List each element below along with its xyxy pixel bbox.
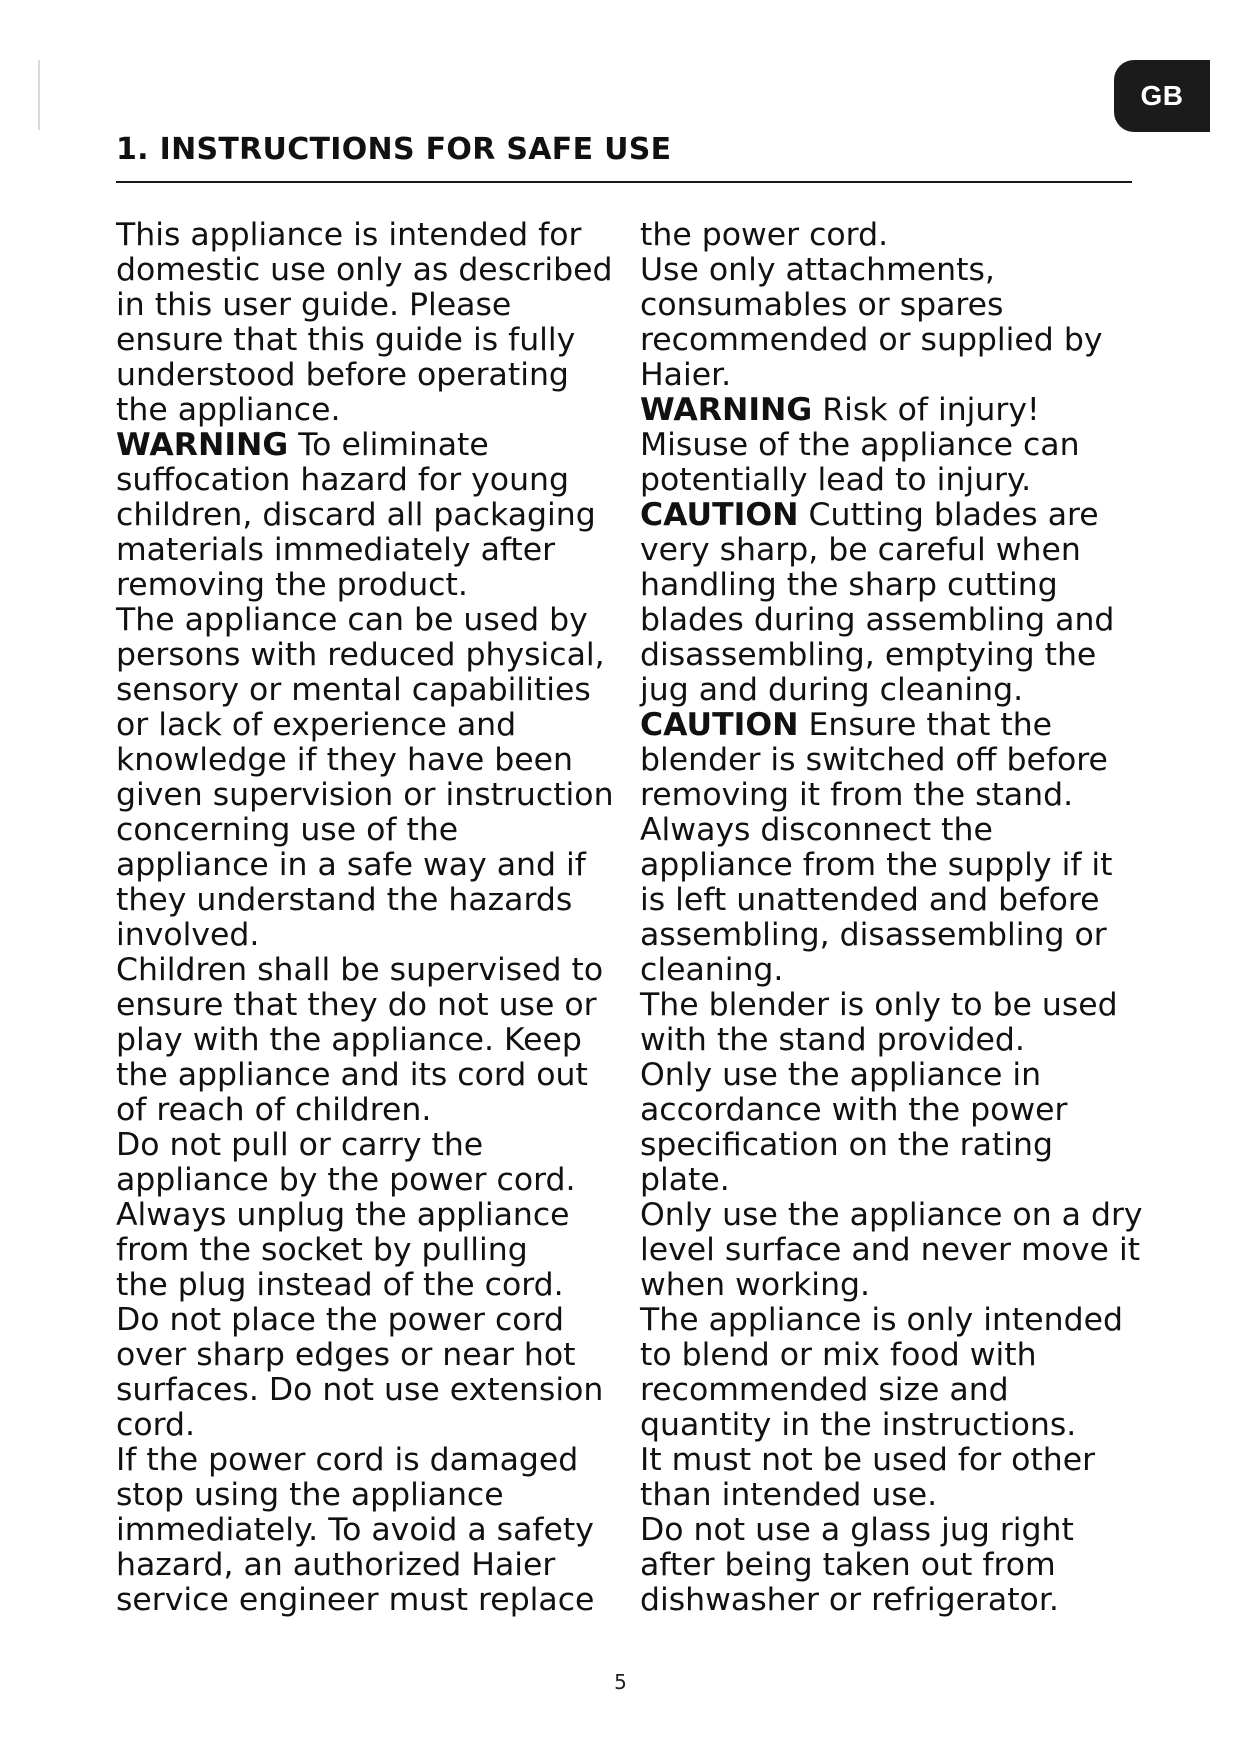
text-line — [640, 743, 1140, 778]
text-line — [116, 603, 626, 638]
text-line — [116, 988, 626, 1023]
line-text: To eliminate — [288, 427, 489, 463]
line-text: Ensure that the — [798, 707, 1053, 743]
text-line — [116, 848, 626, 883]
text-line — [640, 1093, 1140, 1128]
text-line — [116, 323, 626, 358]
margin-rule — [38, 60, 40, 130]
text-line — [116, 568, 626, 603]
text-line — [116, 638, 626, 673]
line-text: than intended use. — [640, 1477, 938, 1513]
line-text: level surface and never move it — [640, 1232, 1141, 1268]
text-column-right — [640, 217, 1143, 1618]
text-line — [640, 953, 1140, 988]
text-line — [640, 393, 1140, 428]
text-line — [116, 393, 626, 428]
text-line — [640, 1548, 1140, 1583]
line-text: Always disconnect the — [640, 812, 993, 848]
page-number: 5 — [614, 1670, 627, 1694]
line-text: very sharp, be careful when — [640, 532, 1081, 568]
text-line — [640, 813, 1140, 848]
line-text: stop using the appliance — [116, 1477, 504, 1513]
text-line — [116, 1478, 626, 1513]
line-text: hazard, an authorized Haier — [116, 1547, 556, 1583]
line-text: specification on the rating — [640, 1127, 1053, 1163]
text-line — [640, 463, 1140, 498]
line-text: knowledge if they have been — [116, 742, 573, 778]
text-line — [640, 708, 1140, 743]
text-line — [116, 1268, 626, 1303]
text-line — [116, 883, 626, 918]
line-text: understood before operating — [116, 357, 569, 393]
text-line — [640, 1443, 1140, 1478]
text-line — [116, 463, 626, 498]
line-text: is left unattended and before — [640, 882, 1100, 918]
line-text: Always unplug the appliance — [116, 1197, 570, 1233]
text-line — [116, 1548, 626, 1583]
line-text: blender is switched off before — [640, 742, 1108, 778]
line-text: in this user guide. Please — [116, 287, 512, 323]
line-text: over sharp edges or near hot — [116, 1337, 576, 1373]
text-column-left — [116, 218, 626, 1618]
line-text: the appliance. — [116, 392, 341, 428]
text-line — [116, 1303, 626, 1338]
text-line — [640, 428, 1140, 463]
section-title: 1. INSTRUCTIONS FOR SAFE USE — [116, 132, 672, 167]
line-text: materials immediately after — [116, 532, 556, 568]
text-line — [116, 253, 626, 288]
title-divider — [116, 181, 1132, 183]
text-line — [116, 1128, 626, 1163]
text-line — [116, 1408, 626, 1443]
line-text: suffocation hazard for young — [116, 462, 569, 498]
line-text: cord. — [116, 1407, 195, 1443]
text-line — [116, 1093, 626, 1128]
line-text: potentially lead to injury. — [640, 462, 1032, 498]
text-line — [640, 778, 1140, 813]
line-text: they understand the hazards — [116, 882, 573, 918]
line-text: dishwasher or refrigerator. — [640, 1582, 1059, 1618]
line-text: service engineer must replace — [116, 1582, 595, 1618]
text-line — [116, 743, 626, 778]
text-line — [116, 498, 626, 533]
language-badge: GB — [1114, 60, 1210, 132]
line-text: The appliance is only intended — [640, 1302, 1123, 1338]
text-line — [640, 848, 1140, 883]
line-text: the power cord. — [640, 217, 889, 253]
text-line — [640, 1373, 1140, 1408]
line-text: Cutting blades are — [798, 497, 1099, 533]
line-text: The blender is only to be used — [640, 987, 1118, 1023]
text-line — [116, 1198, 626, 1233]
text-line — [640, 568, 1140, 603]
text-line — [116, 288, 626, 323]
text-line — [640, 358, 1140, 393]
text-line — [116, 1443, 626, 1478]
line-text: jug and during cleaning. — [640, 672, 1024, 708]
line-text: handling the sharp cutting — [640, 567, 1058, 603]
text-line — [640, 1268, 1140, 1303]
line-text: when working. — [640, 1267, 871, 1303]
line-text: given supervision or instruction — [116, 777, 614, 813]
text-line — [640, 1478, 1140, 1513]
caution-label: CAUTION — [640, 707, 799, 743]
text-line — [116, 953, 626, 988]
line-text: domestic use only as described — [116, 252, 613, 288]
line-text: quantity in the instructions. — [640, 1407, 1077, 1443]
text-line — [116, 673, 626, 708]
line-text: appliance by the power cord. — [116, 1162, 576, 1198]
line-text: Do not use a glass jug right — [640, 1512, 1074, 1548]
text-line — [116, 1338, 626, 1373]
line-text: appliance in a safe way and if — [116, 847, 586, 883]
line-text: with the stand provided. — [640, 1022, 1025, 1058]
text-line — [640, 533, 1140, 568]
text-line — [640, 323, 1140, 358]
line-text: recommended or supplied by — [640, 322, 1103, 358]
line-text: Do not place the power cord — [116, 1302, 564, 1338]
line-text: concerning use of the — [116, 812, 459, 848]
text-line — [640, 673, 1140, 708]
line-text: appliance from the supply if it — [640, 847, 1113, 883]
line-text: removing it from the stand. — [640, 777, 1074, 813]
line-text: plate. — [640, 1162, 730, 1198]
text-line — [640, 638, 1140, 673]
line-text: involved. — [116, 917, 260, 953]
text-line — [116, 1373, 626, 1408]
line-text: Do not pull or carry the — [116, 1127, 484, 1163]
text-line — [640, 498, 1140, 533]
text-line — [116, 218, 626, 253]
text-line — [640, 603, 1140, 638]
warning-label: WARNING — [116, 427, 289, 463]
line-text: sensory or mental capabilities — [116, 672, 591, 708]
line-text: blades during assembling and — [640, 602, 1115, 638]
text-line — [640, 1513, 1140, 1548]
line-text: play with the appliance. Keep — [116, 1022, 582, 1058]
line-text: consumables or spares — [640, 287, 1004, 323]
text-line — [116, 1023, 626, 1058]
line-text: the appliance and its cord out — [116, 1057, 588, 1093]
text-line — [116, 533, 626, 568]
text-line — [640, 288, 1140, 323]
line-text: persons with reduced physical, — [116, 637, 605, 673]
text-line — [116, 708, 626, 743]
text-line — [116, 1058, 626, 1093]
text-line — [640, 1197, 1143, 1233]
line-text: accordance with the power — [640, 1092, 1068, 1128]
line-text: to blend or mix food with — [640, 1337, 1037, 1373]
line-text: or lack of experience and — [116, 707, 517, 743]
text-line — [640, 988, 1140, 1023]
line-text: This appliance is intended for — [116, 217, 582, 253]
line-text: assembling, disassembling or — [640, 917, 1107, 953]
text-line — [640, 1163, 1140, 1198]
line-text: Only use the appliance in — [640, 1057, 1042, 1093]
text-line — [640, 1338, 1140, 1373]
line-text: Use only attachments, — [640, 252, 995, 288]
text-line — [640, 1303, 1140, 1338]
line-text: If the power cord is damaged — [116, 1442, 579, 1478]
text-line — [116, 428, 626, 463]
line-text: Misuse of the appliance can — [640, 427, 1080, 463]
line-text: Only use the appliance on a dry — [640, 1197, 1143, 1233]
line-text: children, discard all packaging — [116, 497, 596, 533]
line-text: It must not be used for other — [640, 1442, 1096, 1478]
text-line — [116, 778, 626, 813]
line-text: Haier. — [640, 357, 732, 393]
text-line — [640, 883, 1140, 918]
line-text: from the socket by pulling — [116, 1232, 528, 1268]
text-line — [116, 1513, 626, 1548]
line-text: ensure that this guide is fully — [116, 322, 576, 358]
text-line — [640, 1408, 1140, 1443]
text-line — [116, 918, 626, 953]
line-text: disassembling, emptying the — [640, 637, 1097, 673]
line-text: Risk of injury! — [812, 392, 1040, 428]
text-line — [116, 1583, 626, 1618]
line-text: immediately. To avoid a safety — [116, 1512, 594, 1548]
line-text: recommended size and — [640, 1372, 1009, 1408]
text-line — [640, 218, 1140, 253]
caution-label: CAUTION — [640, 497, 799, 533]
line-text: removing the product. — [116, 567, 468, 603]
text-line — [640, 918, 1140, 953]
text-line — [640, 1583, 1140, 1618]
line-text: Children shall be supervised to — [116, 952, 604, 988]
text-line — [116, 358, 626, 393]
text-line — [640, 1023, 1140, 1058]
line-text: The appliance can be used by — [116, 602, 588, 638]
line-text: cleaning. — [640, 952, 784, 988]
text-line — [640, 1233, 1140, 1268]
text-line — [640, 253, 1140, 288]
text-line — [116, 813, 626, 848]
warning-label: WARNING — [640, 392, 813, 428]
text-line — [116, 1163, 626, 1198]
line-text: surfaces. Do not use extension — [116, 1372, 604, 1408]
text-line — [640, 1058, 1140, 1093]
text-line — [116, 1233, 626, 1268]
line-text: the plug instead of the cord. — [116, 1267, 564, 1303]
line-text: ensure that they do not use or — [116, 987, 597, 1023]
text-line — [640, 1128, 1140, 1163]
line-text: of reach of children. — [116, 1092, 432, 1128]
line-text: after being taken out from — [640, 1547, 1056, 1583]
